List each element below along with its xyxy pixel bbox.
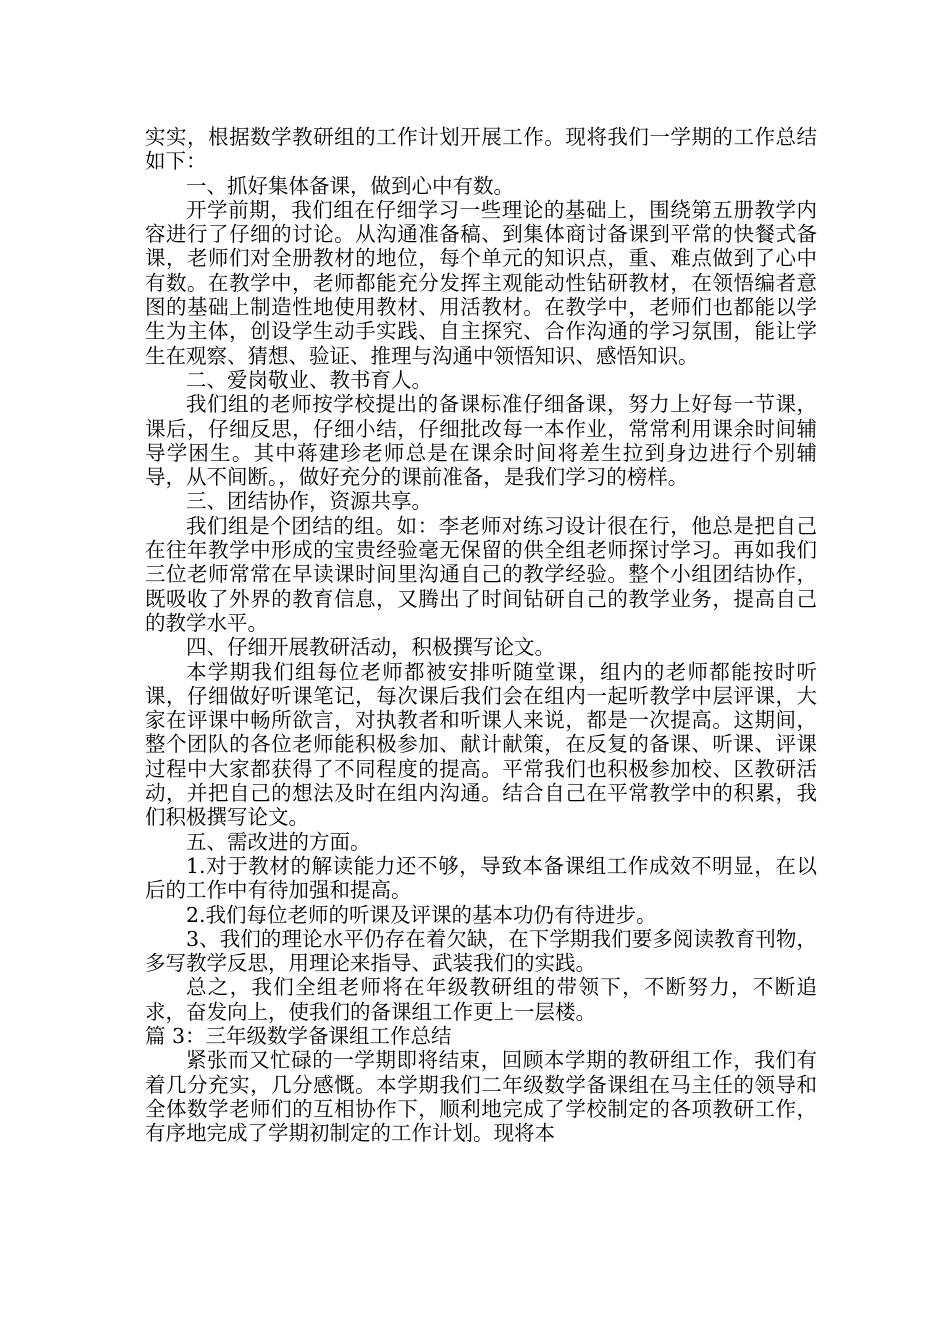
paragraph-article-intro: 紧张而又忙碌的一学期即将结束，回顾本学期的教研组工作，我们有着几分充实，几分感慨。本学期我们二年级数学备课组在马主任的领导和全体数学老师们的互相协作下，顺利地完成了学校制定的各项教研工作，有序地完成了学期初制定的工作计划。现将本 <box>145 1048 817 1146</box>
paragraph-collective-lesson-prep: 开学前期，我们组在仔细学习一些理论的基础上，围绕第五册教学内容进行了仔细的讨论。从沟通准备稿、到集体商讨备课到平常的快餐式备课，老师们对全册教材的地位，每个单元的知识点，重、难点做到了心中有数。在教学中，老师都能充分发挥主观能动性钻研教材，在领悟编者意图的基础上制造性地使用教材、用活教材。在教学中，老师们也都能以学生为主体，创设学生动手实践、自主探究、合作沟通的学习氛围，能让学生在观察、猜想、验证、推理与沟通中领悟知识、感悟知识。 <box>145 197 817 368</box>
section-heading-2: 二、爱岗敬业、教书育人。 <box>186 367 432 392</box>
document-body <box>145 125 817 1145</box>
paragraph-conclusion: 总之，我们全组老师将在年级教研组的带领下，不断努力，不断追求，奋发向上，使我们的备课组工作更上一层楼。 <box>145 975 817 1024</box>
paragraph-teamwork: 我们组是个团结的组。如：李老师对练习设计很在行，他总是把自己在往年教学中形成的宝贵经验毫无保留的供全组老师探讨学习。再如我们三位老师常常在早读课时间里沟通自己的教学经验。整个小组团结协作，既吸收了外界的教育信息，又腾出了时间钻研自己的教学业务，提高自己的教学水平。 <box>145 513 817 635</box>
section-heading-3: 三、团结协作，资源共享。 <box>186 489 432 514</box>
article-title: 篇 3：三年级数学备课组工作总结 <box>145 1023 452 1048</box>
section-heading-5: 五、需改进的方面。 <box>186 829 371 854</box>
list-item-improvement-2: 2.我们每位老师的听课及评课的基本功仍有待进步。 <box>186 902 657 927</box>
paragraph-dedication: 我们组的老师按学校提出的备课标准仔细备课，努力上好每一节课，课后，仔细反思，仔细小结，仔细批改每一本作业，常常利用课余时间辅导学困生。其中蒋建珍老师总是在课余时间将差生拉到身边进行个别辅导，从不间断。，做好充分的课前准备，是我们学习的榜样。 <box>145 392 817 490</box>
list-item-improvement-1: 1.对于教材的解读能力还不够，导致本备课组工作成效不明显，在以后的工作中有待加强和提高。 <box>145 853 817 903</box>
list-item-improvement-3: 3、我们的理论水平仍存在着欠缺，在下学期我们要多阅读教育刊物，多写教学反思，用理论来指导、武装我们的实践。 <box>145 926 817 976</box>
paragraph-continuation: 实实，根据数学教研组的工作计划开展工作。现将我们一学期的工作总结如下： <box>145 125 817 174</box>
paragraph-research-activities: 本学期我们组每位老师都被安排听随堂课，组内的老师都能按时听课，仔细做好听课笔记，每次课后我们会在组内一起听教学中层评课，大家在评课中畅所欲言，对执教者和听课人来说，都是一次提高。这期间，整个团队的各位老师能积极参加、献计献策，在反复的备课、听课、评课过程中大家都获得了不同程度的提高。平常我们也积极参加校、区教研活动，并把自己的想法及时在组内沟通。结合自己在平常教学中的积累，我们积极撰写论文。 <box>145 659 817 830</box>
section-heading-1: 一、抓好集体备课，做到心中有数。 <box>186 173 514 198</box>
section-heading-4: 四、仔细开展教研活动，积极撰写论文。 <box>186 635 555 660</box>
